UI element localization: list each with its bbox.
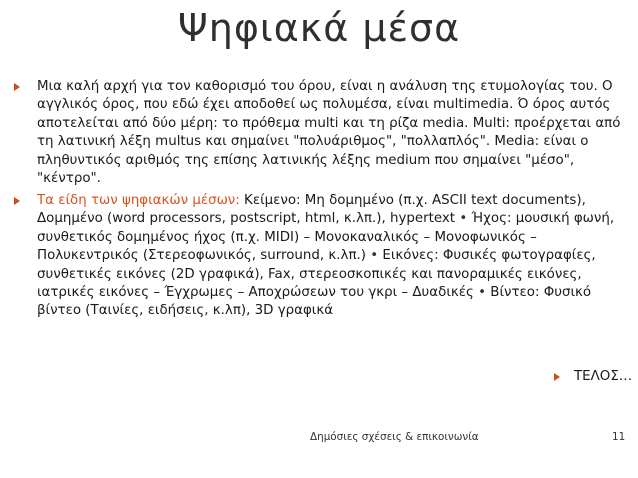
separator-dot: • (370, 248, 379, 264)
bullet-etymology-text: Μια καλή αρχή για τον καθορισμό του όρου, είναι η ανάλυση της ετυμολογίας του. Ο αγγλικός όρος, που εδώ έχει αποδοθεί ως πολυμέσα, είναι multimedia. Ό όρος αυτός αποτελείται από δύο μέρη: το πρόθεμα multi και τη ρίζα media. Multi: προέρχεται από τη λατινική λέξη multus και σημαίνει "πολυάριθμος", "πολλαπλός". Media: είναι ο πληθυντικός αριθμός της επίσης λατινικής λέξης medium που σημαίνει "μέσο", "κέντρο". (37, 79, 621, 187)
separator-dot: • (459, 211, 468, 227)
media-types-heading: Τα είδη των ψηφιακών μέσων: (37, 193, 240, 208)
bullet-end-text: ΤΕΛΟΣ… (574, 369, 633, 384)
media-types-text-part: Βίντεο: Φυσικό βίντεο (Ταινίες, ειδήσεις, κ.λπ), 3D γραφικά (37, 285, 592, 319)
triangle-right-icon (12, 78, 24, 96)
media-types-text-part: Εικόνες: Φυσικές φωτογραφίες, συνθετικές εικόνες (2D γραφικά), Fax, στερεοσκοπικές και πανοραμικές εικόνες, ιατρικές εικόνες – Έγχρωμες – Αποχρώσεων του γκρι – (37, 248, 596, 301)
separator-dot: • (478, 285, 487, 301)
triangle-right-icon (552, 368, 564, 386)
triangle-right-icon (12, 192, 24, 210)
media-types-text-part: Δομημένο (word processors, postscript, html, κ.λπ.), hypertext (37, 211, 460, 227)
media-types-text-part: Δυαδικές (412, 285, 479, 301)
bullet-media-types (12, 192, 624, 321)
media-types-text-part: Κείμενο: Μη δομημένο (π.χ. ASCII text documents), (239, 193, 586, 208)
footer-title: Δημόσιες σχέσεις & επικοινωνία (310, 431, 479, 443)
bullet-media-types-text (12, 192, 624, 321)
media-types-text-part: Ήχος: μουσική φωνή, συνθετικός δομημένος ήχος (π.χ. MIDI) – Μονοκαναλικός – Μονοφωνικός – Πολυκεντρικός (Στερεοφωνικός, surround, κ.λπ.) (37, 211, 615, 264)
page-number: 11 (612, 431, 626, 443)
bullet-etymology (12, 78, 624, 188)
slide-title: Ψηφιακά μέσα (177, 6, 461, 50)
bullet-end (552, 368, 638, 386)
